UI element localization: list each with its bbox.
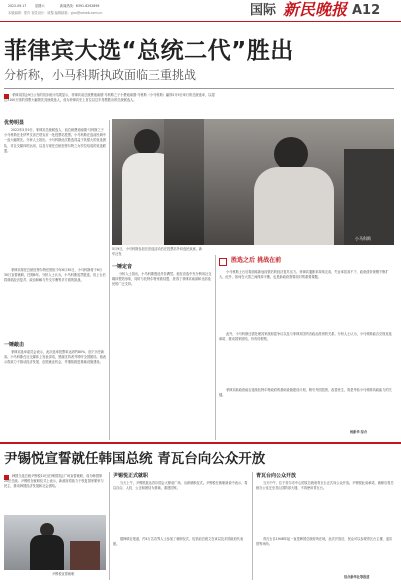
story2-byline: 综合新华社等报道 bbox=[344, 575, 370, 579]
photo-figure-head bbox=[134, 129, 160, 155]
analysis-body-3: 菲律宾新政府能否延续杜特尔特政府的基础设施建设计划，吸引外国投资，改善民生，将是考验小马科斯执政能力的关键。 bbox=[219, 388, 392, 398]
lead-body-col1c: 菲律宾选举委员会表示，此次选举投票率达到约80%，创下历史新高。小马科斯在社交媒体上发表讲话，感谢支持者并呼吁全国团结。他表示将致力于推动经济发展、创造就业机会，并继续推进基础设施建设。 bbox=[4, 350, 106, 365]
masthead-weekday: 星期六 bbox=[35, 4, 45, 8]
story2-divider bbox=[109, 472, 110, 580]
analysis-body-1: 小马科斯上台后将面临新冠疫情后的经济复苏压力。菲律宾通胀率持续走高，失业率居高不下，政府债务规模不断扩大。此外，如何在大国之间保持平衡，也是新政府需要面对的重要课题。 bbox=[219, 270, 389, 280]
story2-col1-body-2: 据韩联社报道，约4万名各界人士参加了就职仪式，包括前总统文在寅以及多国政府代表团。 bbox=[113, 537, 244, 547]
photo-background bbox=[164, 119, 204, 245]
story2-divider-2 bbox=[252, 472, 253, 580]
story2-photo-body bbox=[30, 535, 64, 570]
story2-headline: 尹锡悦宣誓就任韩国总统 青瓦台向公众开放 bbox=[4, 451, 266, 467]
lead-body-col1: 2022年5月9日，菲律宾总统候选人、前总统费迪南德·马科斯之子小马科斯在北伊罗戈省巴塔克市一处投票站投票。小马科斯在选前民调中一直大幅领先。分析人士指出，小马科斯此次胜选得益于其强大的竞选团队、对社交媒体的运用，以及与现任总统杜特尔特之女莎拉结成的竞选联盟。 bbox=[4, 128, 106, 153]
story2-photo bbox=[4, 515, 106, 570]
lead-photo-main bbox=[204, 119, 394, 245]
lead-photo bbox=[112, 119, 204, 245]
photo-credit: 小马科斯 bbox=[355, 236, 371, 241]
lead-body-col1b: 菲律宾现任总统杜特尔特任期至今年6月30日，小马科斯将于6月30日宣誓就职，任期6年。分析人士认为，小马科斯虽然胜选，但上台后将面临经济复苏、政治和解与外交平衡等多方面的挑战。 bbox=[4, 268, 106, 283]
section-title-decisive: 一锤定音 bbox=[112, 264, 133, 270]
lead-body-col2: 分析人士指出，小马科斯胜选并非偶然。他在竞选中充分利用社交媒体塑造形象，同时与杜特尔特家族结盟，获得了菲律宾南部和北部选民的广泛支持。 bbox=[112, 272, 212, 287]
column-divider bbox=[109, 120, 110, 440]
lead-byline: 杨新华 综合 bbox=[350, 430, 368, 434]
lead-intro: 菲律宾国会9日公布的初步统计结果显示，菲律宾前总统费迪南德·马科斯之子小费迪南德·马科斯（小马科斯）赢得5月9日举行的总统选举，以超过3100万张的得票大幅领先其他候选人，成为菲律宾史上首位以过半得票胜出的总统候选人。 bbox=[4, 93, 215, 103]
section-title-knock: 一锤敲击 bbox=[4, 342, 25, 348]
masthead-hotline: 新闻热线：6391-6292899 bbox=[60, 4, 100, 8]
masthead-date: 2022.09.17 bbox=[8, 4, 27, 8]
story2-col2-body-1: 当天中午，位于首尔市中心的原总统府青瓦台正式向公众开放。尹锡悦此前承诺，就职后将总统办公室迁至龙山国防部大楼，不再使用青瓦台。 bbox=[256, 481, 394, 491]
main-photo-body bbox=[254, 167, 334, 245]
lead-headline: 菲律宾大选“总统二代”胜出 bbox=[4, 38, 294, 64]
analysis-title: 胜选之后 挑战在前 bbox=[231, 257, 282, 264]
photo-caption: 5月9日，小马科斯参加完竞选活动后在投票站外向选民致意。新华社发 bbox=[112, 247, 203, 257]
section-label: 国际 bbox=[250, 3, 277, 18]
main-photo-head bbox=[274, 137, 308, 171]
analysis-header bbox=[219, 257, 394, 267]
story2-col1-body-1: 当天上午，尹锡悦抵达首尔国会大厦前广场，出席就职仪式。尹锡悦在就职演说中表示，将以自由、人权、公正和团结为基础，重建国家。 bbox=[113, 481, 248, 491]
story2-top-rule bbox=[0, 442, 401, 444]
page-number: A12 bbox=[352, 3, 381, 18]
story2-photo-podium bbox=[70, 541, 100, 570]
analysis-body-2: 此外，小马科斯还需处理其家族财富争议以及与菲律宾国内各政治派别的关系。分析人士认为，小马科斯能否兑现竞选承诺、推动国家团结，仍有待观察。 bbox=[219, 332, 392, 342]
main-photo-bg-figure bbox=[344, 149, 394, 245]
story2-col1-title: 尹锡悦正式就职 bbox=[113, 473, 149, 479]
story2-col2-title: 青瓦台向公众开放 bbox=[256, 473, 297, 479]
column-divider-2 bbox=[215, 255, 216, 440]
paper-logo: 新民晚报 bbox=[283, 0, 348, 19]
story2-photo-caption: 尹锡悦宣誓就职 bbox=[52, 572, 75, 576]
section-title-advantage: 优势明显 bbox=[4, 120, 25, 126]
lead-subhead: 分析称，小马科斯执政面临三重挑战 bbox=[4, 68, 197, 82]
masthead-rule bbox=[0, 21, 401, 22]
lead-divider bbox=[4, 88, 394, 89]
masthead-editors: 本版编辑：郑作 视觉设计：戚黎 编辑邮箱：yjzx@xmwb.com.cn bbox=[8, 11, 103, 15]
story2-col2-body-2: 青瓦台自1948年起一直是韩国总统府所在地，此次开放后，民众可以参观青瓦台主楼、迎宾馆等场所。 bbox=[256, 537, 393, 547]
story2-intro: 韩国当选总统尹锡悦10日在韩国国会广场宣誓就职，成为韩国第20任总统。尹锡悦在就职仪式上表示，新政府将致力于恢复国家繁荣与民主，推动韩国经济发展和社会团结。 bbox=[4, 474, 104, 489]
analysis-marker bbox=[219, 258, 227, 266]
